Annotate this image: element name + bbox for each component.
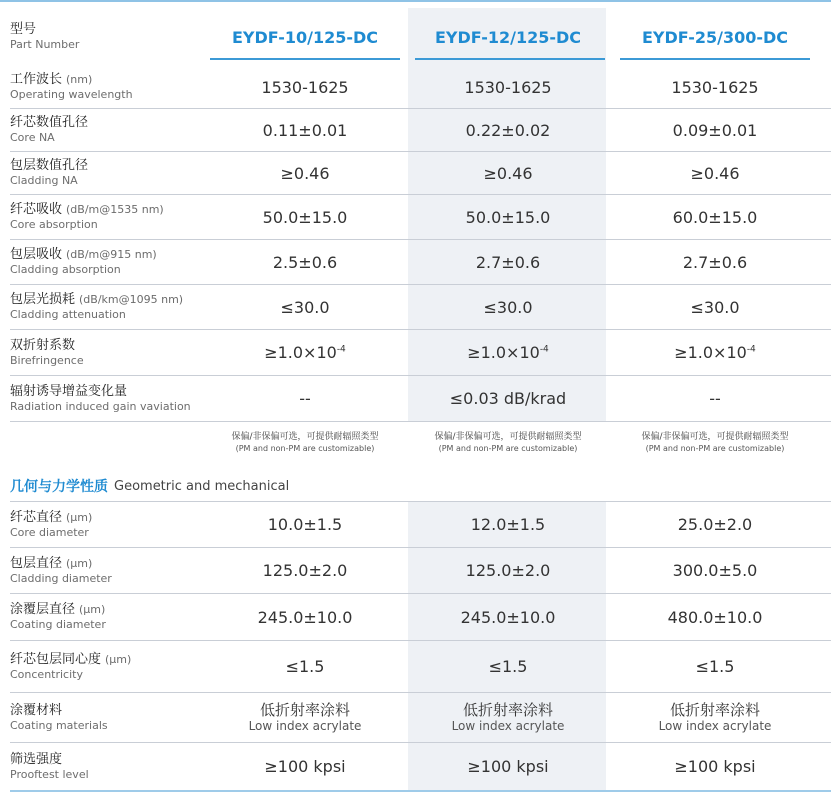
row-label-en: Birefringence [10, 353, 84, 367]
table-cell: ≥0.46 [690, 163, 740, 183]
table-row [10, 66, 831, 109]
table-cell: $\ge 1.0\times 10^{-4}$ [674, 343, 756, 362]
note-en: (PM and non-PM are customizable) [235, 443, 375, 453]
table-cell: 50.0±15.0 [465, 207, 551, 227]
table-cell: 25.0±2.0 [677, 515, 753, 534]
header-label [10, 8, 200, 66]
row-label-en: Cladding attenuation [10, 308, 126, 321]
material-zh: 低折射率涂料 [259, 701, 350, 719]
table-cell: ≤1.5 [285, 657, 325, 676]
table-cell: 125.0±2.0 [465, 561, 551, 580]
table-cell: ≥0.46 [483, 163, 533, 183]
note-zh: 保偏/非保偏可选，可提供耐辐照类型 [434, 431, 582, 442]
row-label-en: Operating wavelength [10, 88, 133, 101]
table-row [10, 641, 831, 693]
header-row [10, 8, 831, 66]
table-cell: ≤30.0 [483, 297, 533, 317]
table-cell: 245.0±10.0 [460, 607, 556, 627]
table-cell: ≤0.03 dB/krad [449, 389, 567, 408]
section-title-zh: 几何与力学性质 [10, 479, 108, 495]
table-cell: ≤30.0 [280, 297, 330, 317]
table-row [10, 285, 831, 330]
note-zh: 保偏/非保偏可选，可提供耐辐照类型 [641, 431, 789, 442]
row-label-zh: 涂覆材料 [10, 702, 63, 718]
part-number-underline [210, 58, 400, 60]
table-row [10, 109, 831, 152]
table-cell: ≥100 kpsi [674, 757, 756, 776]
part-number-underline [620, 58, 810, 60]
material-en: Low index acrylate [658, 719, 772, 733]
table-row [10, 195, 831, 240]
material-en: Low index acrylate [451, 719, 565, 733]
table-cell: 12.0±1.5 [470, 515, 546, 534]
table-row [10, 693, 831, 743]
table-row [10, 743, 831, 792]
table-row [10, 240, 831, 285]
table-row [10, 548, 831, 594]
table-row [10, 594, 831, 641]
table-row [10, 152, 831, 195]
row-label-zh: 筛选强度 [10, 751, 63, 767]
row-label-en: Concentricity [10, 667, 83, 681]
note-en: (PM and non-PM are customizable) [438, 443, 578, 453]
table-cell: 2.5±0.6 [272, 252, 338, 272]
row-label-en: Coating diameter [10, 618, 106, 631]
row-label-zh: 辐射诱导增益变化量 [10, 383, 128, 399]
part-number: EYDF-12/125-DC [434, 27, 582, 47]
row-label-en: Radiation induced gain vaviation [10, 399, 191, 413]
note-en: (PM and non-PM are customizable) [645, 443, 785, 453]
table-cell: 125.0±2.0 [262, 561, 348, 580]
table-cell: -- [299, 389, 311, 408]
table-row [10, 376, 831, 422]
table-cell: 0.11±0.01 [262, 120, 348, 140]
top-rule [0, 0, 831, 2]
row-label-zh: 纤芯包层同心度 (μm) [10, 651, 132, 667]
table-cell: 1530-1625 [261, 77, 349, 97]
part-number: EYDF-25/300-DC [641, 27, 789, 47]
table-cell: 2.7±0.6 [475, 252, 541, 272]
row-label-zh: 纤芯数值孔径 [10, 115, 89, 130]
table-cell: ≥100 kpsi [264, 757, 346, 776]
header-label-zh: 型号 [10, 22, 37, 37]
row-label-en: Core NA [10, 131, 55, 144]
table-cell: 1530-1625 [671, 77, 759, 97]
row-label-zh: 涂覆层直径 (μm) [10, 602, 106, 617]
table-cell: 2.7±0.6 [682, 252, 748, 272]
row-label-en: Cladding absorption [10, 263, 121, 276]
row-label-en: Core absorption [10, 218, 98, 231]
row-label-zh: 包层光损耗 (dB/km@1095 nm) [10, 292, 184, 307]
row-label-zh: 纤芯吸收 (dB/m@1535 nm) [10, 202, 164, 217]
table-cell: ≥100 kpsi [467, 757, 549, 776]
row-label-en: Core diameter [10, 525, 89, 539]
table-cell: ≥0.46 [280, 163, 330, 183]
row-label-en: Prooftest level [10, 767, 89, 781]
table-cell: 0.09±0.01 [672, 120, 758, 140]
part-number-underline [415, 58, 605, 60]
row-label-en: Cladding diameter [10, 571, 112, 585]
header-label-en: Part Number [10, 38, 80, 51]
row-label-zh: 包层吸收 (dB/m@915 nm) [10, 247, 157, 262]
section-title [10, 470, 289, 502]
note-row [10, 422, 831, 462]
part-number: EYDF-10/125-DC [231, 27, 379, 47]
table-cell: 480.0±10.0 [667, 607, 763, 627]
table-cell: 50.0±15.0 [262, 207, 348, 227]
table-cell: 0.22±0.02 [465, 120, 551, 140]
row-label-zh: 双折射系数 [10, 337, 76, 353]
table-cell: ≤30.0 [690, 297, 740, 317]
row-label-zh: 包层直径 (μm) [10, 555, 93, 571]
row-label-zh: 工作波长 (nm) [10, 72, 93, 87]
row-label-en: Coating materials [10, 718, 108, 732]
row-label-en: Cladding NA [10, 174, 78, 187]
table-cell: $\ge 1.0\times 10^{-4}$ [264, 343, 346, 362]
table-row [10, 330, 831, 376]
table-cell: 1530-1625 [464, 77, 552, 97]
material-zh: 低折射率涂料 [462, 701, 553, 719]
table-cell: $\ge 1.0\times 10^{-4}$ [467, 343, 549, 362]
table-cell: 60.0±15.0 [672, 207, 758, 227]
table-cell: ≤1.5 [488, 657, 528, 676]
row-label-zh: 包层数值孔径 [10, 158, 89, 173]
table-cell: -- [709, 389, 721, 408]
table-cell: 245.0±10.0 [257, 607, 353, 627]
table-cell: 10.0±1.5 [267, 515, 343, 534]
row-label-zh: 纤芯直径 (μm) [10, 509, 93, 525]
table-cell: ≤1.5 [695, 657, 735, 676]
material-zh: 低折射率涂料 [669, 701, 760, 719]
section-title-en: Geometric and mechanical [114, 478, 290, 494]
table-row [10, 502, 831, 548]
material-en: Low index acrylate [248, 719, 362, 733]
note-zh: 保偏/非保偏可选，可提供耐辐照类型 [231, 431, 379, 442]
table-cell: 300.0±5.0 [672, 561, 758, 580]
